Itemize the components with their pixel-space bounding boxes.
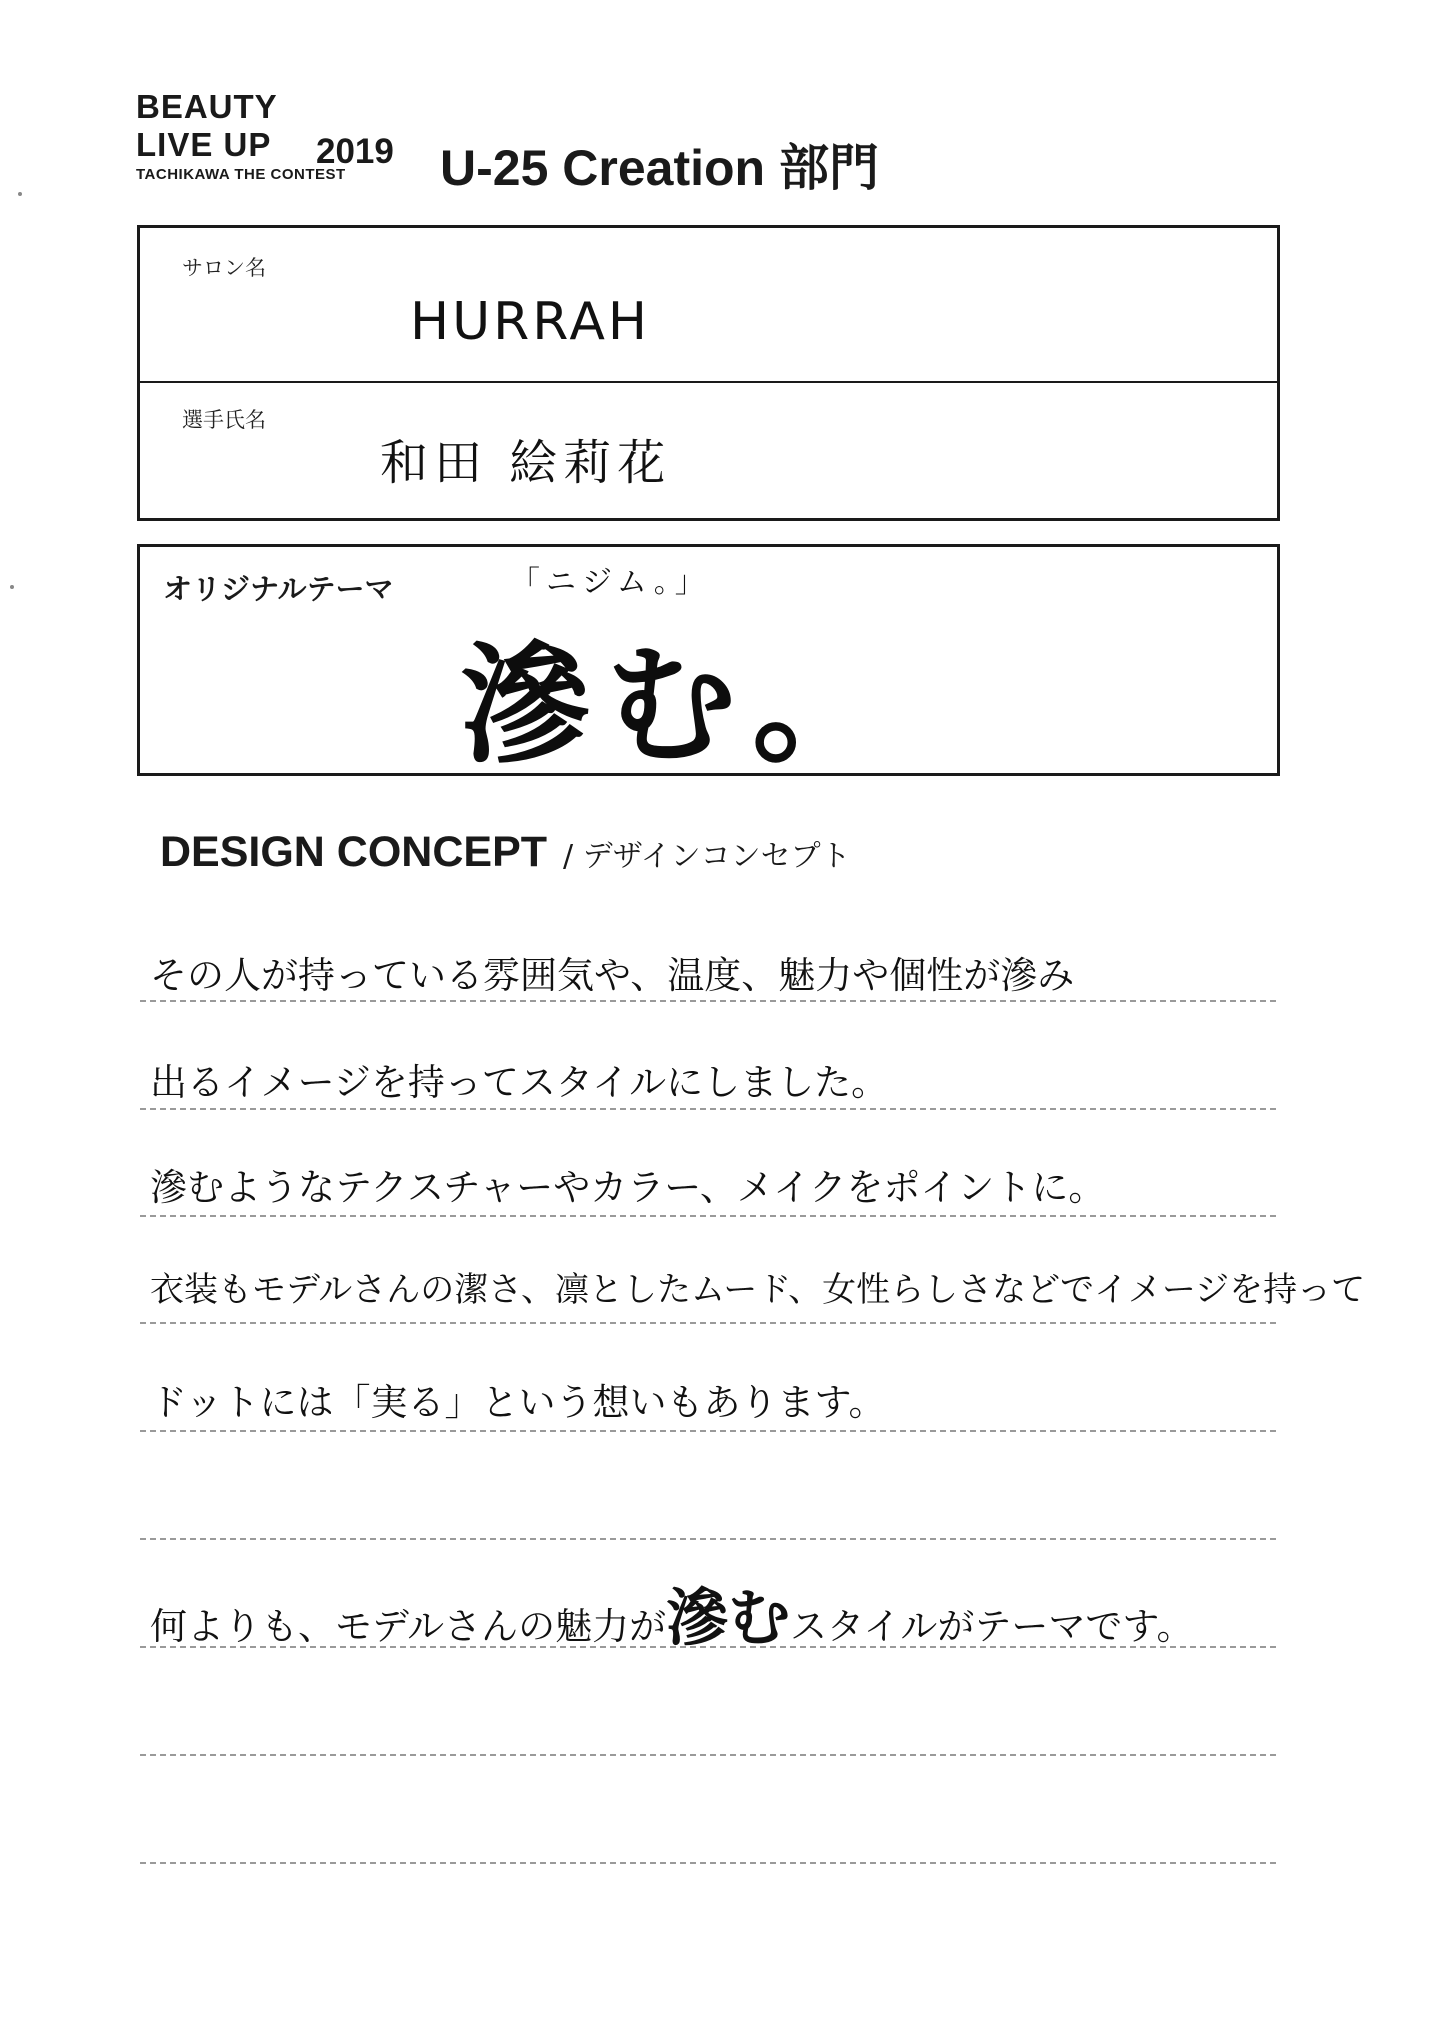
ruled-line (140, 1538, 1276, 1540)
concept-line: その人が持っている雰囲気や、温度、魅力や個性が滲み (150, 954, 1075, 997)
concept-line: 滲むようなテクスチャーやカラー、メイクをポイントに。 (150, 1166, 1106, 1209)
scan-speck (10, 585, 14, 589)
theme-reading: 「ニジム。」 (510, 565, 711, 600)
logo-line-beauty: BEAUTY (136, 88, 278, 125)
logo-subtitle: TACHIKAWA THE CONTEST (136, 166, 346, 183)
logo-line-live-up: LIVE UP (136, 126, 272, 163)
concept-line: 衣装もモデルさんの潔さ、凛としたムード、女性らしさなどでイメージを持って (150, 1270, 1366, 1310)
design-concept-heading (160, 828, 851, 877)
theme-box (137, 544, 1280, 781)
contest-logo (136, 88, 394, 183)
salon-label: サロン名 (182, 256, 266, 280)
concept-line: 出るイメージを持ってスタイルにしました。 (150, 1061, 889, 1104)
concept-subtitle: / デザインコンセプト (563, 839, 851, 874)
ruled-line (140, 1108, 1276, 1110)
entrant-info-box (137, 225, 1280, 521)
concept-closing-line (150, 1568, 1193, 1657)
ruled-line (140, 1862, 1276, 1864)
scan-speck (18, 192, 22, 196)
ruled-line (140, 1646, 1276, 1648)
player-value: 和田 絵莉花 (380, 435, 672, 491)
section-title: U-25 Creation 部門 (440, 140, 879, 196)
concept-title: DESIGN CONCEPT (160, 828, 548, 876)
closing-line-start: 何よりも、モデルさんの魅力が (150, 1605, 667, 1648)
concept-line: ドットには「実る」という想いもあります。 (150, 1381, 886, 1424)
closing-line-emphasis: 滲む (666, 1581, 791, 1654)
salon-value: HURRAH (410, 292, 650, 352)
ruled-line (140, 1754, 1276, 1756)
theme-label: オリジナルテーマ (163, 572, 394, 606)
player-label: 選手氏名 (182, 408, 266, 432)
ruled-line (140, 1000, 1276, 1002)
closing-line-end: スタイルがテーマです。 (790, 1605, 1194, 1648)
ruled-line (140, 1215, 1276, 1217)
info-divider (140, 381, 1277, 383)
theme-value: 滲む。 (460, 629, 899, 781)
ruled-line (140, 1430, 1276, 1432)
ruled-line (140, 1322, 1276, 1324)
logo-year: 2019 (316, 132, 394, 171)
